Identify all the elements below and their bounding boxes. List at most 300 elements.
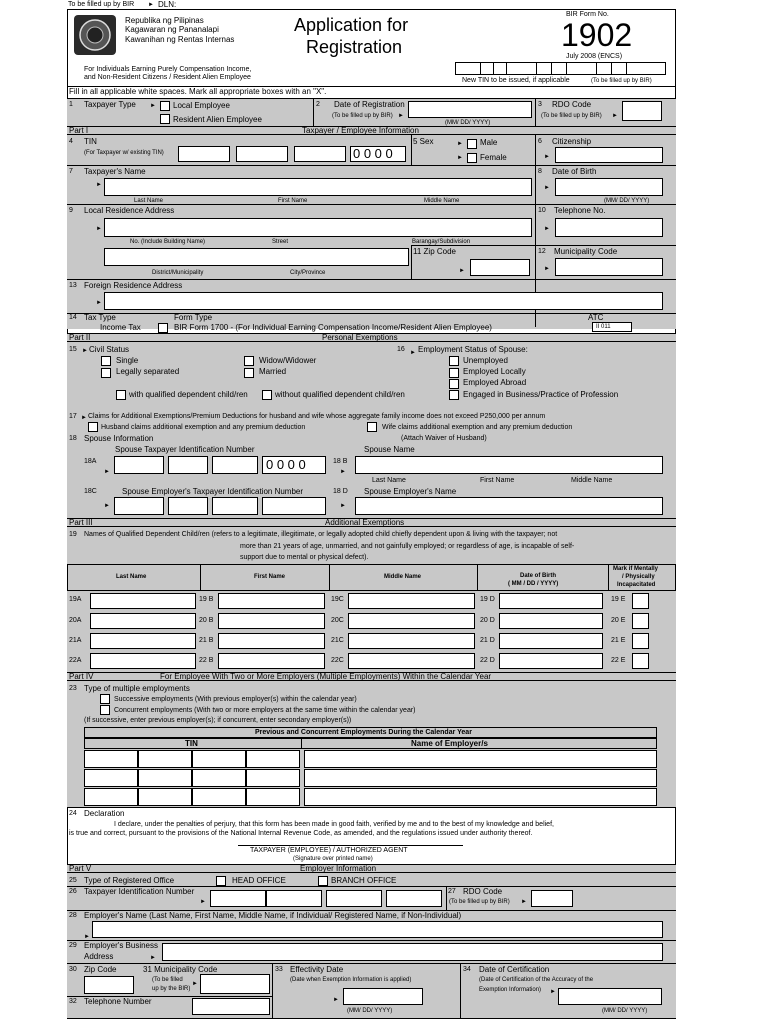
successive-checkbox[interactable] <box>100 694 110 704</box>
zip-label: 11 Zip Code <box>413 247 456 256</box>
agency-line-3: Kawanihan ng Rentas Internas <box>125 35 235 44</box>
form-type-checkbox[interactable] <box>158 323 168 333</box>
part-1-label: Part I <box>69 126 89 135</box>
legally-separated-label: Legally separated <box>116 367 180 376</box>
child-first-name-field[interactable] <box>218 633 325 649</box>
emp-tin-seg-3[interactable] <box>192 750 246 768</box>
child-last-name-field[interactable] <box>90 653 196 669</box>
arrow-icon: ► <box>410 350 416 356</box>
part-4-label: Part IV <box>69 672 94 681</box>
emp-tin-seg-1[interactable] <box>84 769 138 787</box>
item-12-number: 12 <box>538 248 546 255</box>
district-caption: District/Municipality <box>152 270 204 276</box>
row-label-21a: 21A <box>69 637 82 644</box>
dob-label: Date of Birth <box>552 167 597 176</box>
arrow-icon: ► <box>544 154 550 160</box>
income-tax-label: Income Tax <box>100 323 141 332</box>
part-3-desc-3: support due to mental or physical defect). <box>240 554 369 561</box>
dln-label: DLN: <box>158 0 177 9</box>
effectivity-date-label: Effectivity Date <box>290 965 344 974</box>
spouse-emp-name-field[interactable] <box>355 497 663 515</box>
row-label-19e: 19 E <box>611 596 626 603</box>
arrow-icon: ► <box>96 300 102 306</box>
arrow-icon: ► <box>200 899 206 905</box>
employed-abroad-label: Employed Abroad <box>463 378 527 387</box>
row-label-21b: 21 B <box>199 637 214 644</box>
arrow-icon: ► <box>457 141 463 147</box>
no-bldg-caption: No. (Include Building Name) <box>130 239 206 245</box>
employer-muni-note-1: (To be filled <box>152 977 183 983</box>
item-33-number: 33 <box>275 966 283 973</box>
employments-table-title-row <box>84 727 657 738</box>
district-city-field[interactable] <box>104 248 409 266</box>
emp-status-label: Employment Status of Spouse: <box>418 345 528 354</box>
arrow-icon: ► <box>398 113 404 119</box>
employer-name-field[interactable] <box>304 769 657 787</box>
employer-rdo-field[interactable] <box>531 890 573 907</box>
business-address-label-2: Address <box>84 952 114 961</box>
dob-field[interactable] <box>555 178 663 196</box>
last-name-caption: Last Name <box>134 198 164 204</box>
item-29-number: 29 <box>69 942 77 949</box>
child-dob-field[interactable] <box>499 653 603 669</box>
foreign-address-field[interactable] <box>104 292 663 310</box>
part-3-desc-2: more than 21 years of age, unmarried, and not gainfully employed; or regardless of age, is incapable of self- <box>240 543 575 550</box>
engaged-business-checkbox[interactable] <box>449 390 459 400</box>
arrow-icon: ► <box>521 899 527 905</box>
multi-emp-type-label: Type of multiple employments <box>84 684 190 693</box>
row-label-19d: 19 D <box>480 596 495 603</box>
item-18c: 18C <box>84 488 97 495</box>
arrow-icon: ► <box>544 185 550 191</box>
agency-line-2: Kagawaran ng Pananalapi <box>125 25 219 34</box>
head-office-label: HEAD OFFICE <box>232 876 286 885</box>
child-dob-field[interactable] <box>499 633 603 649</box>
item-18b: 18 B <box>333 458 348 465</box>
resident-alien-label: Resident Alien Employee <box>173 115 262 124</box>
emp-tin-seg-3[interactable] <box>192 788 246 806</box>
foreign-address-label: Foreign Residence Address <box>84 281 183 290</box>
male-label: Male <box>480 138 498 147</box>
concurrent-label: Concurrent employments (With two or more employers at the same time within the calendar year) <box>114 707 416 714</box>
arrow-icon: ► <box>96 226 102 232</box>
barangay-caption: Barangay/Subdivision <box>412 239 471 245</box>
employer-name-field[interactable] <box>304 750 657 768</box>
item-24-number: 24 <box>69 810 77 817</box>
signature-caption: TAXPAYER (EMPLOYEE) / AUTHORIZED AGENT <box>250 847 408 854</box>
row-label-20c: 20C <box>331 617 344 624</box>
resident-alien-checkbox[interactable] <box>160 114 170 124</box>
spouse-last-caption: Last Name <box>372 477 406 484</box>
claims-label: Claims for Additional Exemptions/Premium Deductions for husband and wife whose aggregate family income does not exceed P250,000 per annum <box>88 413 546 420</box>
tin-segment-1[interactable] <box>178 146 230 162</box>
arrow-icon: ► <box>544 266 550 272</box>
with-dependent-checkbox[interactable] <box>116 390 126 400</box>
employer-rdo-note: (To be filled up by BIR) <box>449 899 510 905</box>
col-mark-2: / Physically <box>622 574 655 580</box>
local-employee-checkbox[interactable] <box>160 101 170 111</box>
part-3-desc-1: Names of Qualified Dependent Child/ren (refers to a legitimate, illegitimate, or legally adopted child chiefly dependent upon & living with the taxpayer; not <box>84 531 558 538</box>
row-label-21c: 21C <box>331 637 344 644</box>
spouse-tin-label: Spouse Taxpayer Identification Number <box>115 445 255 454</box>
attach-waiver-note: (Attach Waiver of Husband) <box>401 435 487 442</box>
business-address-field[interactable] <box>162 943 663 961</box>
row-label-20a: 20A <box>69 617 82 624</box>
married-checkbox[interactable] <box>244 368 254 378</box>
spouse-tin-seg-3[interactable] <box>212 456 258 474</box>
date-registration-format: (MM/ DD/ YYYY) <box>445 120 491 126</box>
successive-label: Successive employments (With previous employer(s) within the calendar year) <box>114 696 357 703</box>
item-16-number: 16 <box>397 346 405 353</box>
employments-col-tin: TIN <box>185 739 198 748</box>
effectivity-date-note: (Date when Exemption Information is applied) <box>290 977 412 983</box>
child-last-name-field[interactable] <box>90 633 196 649</box>
male-checkbox[interactable] <box>467 139 477 149</box>
part-5-label: Part V <box>69 864 92 873</box>
declaration-line-2: is true and correct, pursuant to the provisions of the National Internal Revenue Code, as amended, and the regulations issued under authority thereof. <box>69 830 533 837</box>
spouse-first-caption: First Name <box>480 477 515 484</box>
emp-tin-seg-1[interactable] <box>84 750 138 768</box>
branch-office-checkbox[interactable] <box>318 876 328 886</box>
item-17-number: 17 <box>69 413 77 420</box>
with-dependent-label: with qualified dependent child/ren <box>129 390 248 399</box>
item-34-number: 34 <box>463 966 471 973</box>
dob-format: (MM/ DD/ YYYY) <box>604 198 650 204</box>
engaged-business-label: Engaged in Business/Practice of Profession <box>463 390 619 399</box>
child-middle-name-field[interactable] <box>348 613 475 629</box>
arrow-icon: ► <box>104 503 110 509</box>
employed-locally-checkbox[interactable] <box>449 368 459 378</box>
branch-office-label: BRANCH OFFICE <box>331 876 397 885</box>
sex-label: 5 Sex <box>413 137 434 146</box>
husband-claims-checkbox[interactable] <box>88 422 98 432</box>
item-26-number: 26 <box>69 888 77 895</box>
row-label-19b: 19 B <box>199 596 214 603</box>
item-7-number: 7 <box>69 168 73 175</box>
tin-segment-2[interactable] <box>236 146 288 162</box>
atc-value: II 011 <box>596 324 611 330</box>
emp-tin-seg-2[interactable] <box>138 788 192 806</box>
child-incapacitated-checkbox[interactable] <box>632 633 649 649</box>
certification-date-format: (MM/ DD/ YYYY) <box>602 1008 648 1014</box>
taxpayer-type-label: Taxpayer Type <box>84 100 136 109</box>
wife-claims-checkbox[interactable] <box>367 422 377 432</box>
row-label-22c: 22C <box>331 657 344 664</box>
arrow-icon: ► <box>457 155 463 161</box>
child-first-name-field[interactable] <box>218 613 325 629</box>
row-label-22b: 22 B <box>199 657 214 664</box>
item-28-number: 28 <box>69 912 77 919</box>
part-5-title: Employer Information <box>300 864 377 873</box>
street-caption: Street <box>272 239 289 245</box>
spouse-info-label: Spouse Information <box>84 434 154 443</box>
spouse-name-label: Spouse Name <box>364 445 415 454</box>
spouse-emp-tin-seg-1[interactable] <box>114 497 164 515</box>
employer-zip-label: Zip Code <box>84 965 117 974</box>
unemployed-label: Unemployed <box>463 356 508 365</box>
child-incapacitated-checkbox[interactable] <box>632 593 649 609</box>
instructions: Fill in all applicable white spaces. Mark all appropriate boxes with an "X". <box>69 87 327 96</box>
row-label-19a: 19A <box>69 596 82 603</box>
spouse-middle-caption: Middle Name <box>571 477 613 484</box>
emp-tin-seg-2[interactable] <box>138 769 192 787</box>
taxpayer-name-field[interactable] <box>104 178 532 196</box>
arrow-icon: ► <box>192 981 198 987</box>
part-1-title: Taxpayer / Employee Information <box>302 126 419 135</box>
emp-tin-seg-4[interactable] <box>246 788 300 806</box>
legally-separated-checkbox[interactable] <box>101 368 111 378</box>
taxpayer-name-label: Taxpayer's Name <box>84 167 146 176</box>
item-30-number: 30 <box>69 966 77 973</box>
item-18d: 18 D <box>333 488 348 495</box>
without-dependent-label: without qualified dependent child/ren <box>275 390 405 399</box>
col-dob: Date of Birth <box>520 573 556 579</box>
arrow-icon: ► <box>340 469 346 475</box>
item-18a: 18A <box>84 458 97 465</box>
row-label-22e: 22 E <box>611 657 626 664</box>
first-name-caption: First Name <box>278 198 308 204</box>
arrow-icon: ► <box>148 2 154 8</box>
spouse-emp-tin-seg-3[interactable] <box>212 497 258 515</box>
effectivity-date-field[interactable] <box>343 988 423 1005</box>
arrow-icon: ► <box>82 348 88 354</box>
employments-table-head-row <box>84 738 657 749</box>
item-3-number: 3 <box>538 101 542 108</box>
col-first-name: First Name <box>254 574 286 580</box>
arrow-icon: ► <box>459 268 465 274</box>
arrow-icon: ► <box>150 955 156 961</box>
tin-suffix: 0 0 0 0 <box>353 146 393 161</box>
date-registration-note: (To be filled up by BIR) <box>332 113 393 119</box>
subtitle-2: and Non-Resident Citizens / Resident Alien Employee <box>84 74 251 81</box>
item-18-number: 18 <box>69 435 77 442</box>
employer-tin-seg-2[interactable] <box>266 890 322 907</box>
item-1-number: 1 <box>69 101 73 108</box>
arrow-icon: ► <box>340 503 346 509</box>
atc-label: ATC <box>588 313 604 322</box>
child-first-name-field[interactable] <box>218 593 325 609</box>
employer-muni-field[interactable] <box>200 974 270 994</box>
col-dob-format: ( MM / DD / YYYY) <box>508 581 559 587</box>
certification-note-2: Exemption Information) <box>479 987 542 993</box>
rdo-code-label: RDO Code <box>552 100 592 109</box>
new-tin-note: (To be filled up by BIR) <box>591 78 652 84</box>
employed-locally-label: Employed Locally <box>463 367 526 376</box>
signature-note: (Signature over printed name) <box>293 856 373 862</box>
atc-field <box>592 322 632 332</box>
female-label: Female <box>480 153 507 162</box>
telephone-label: Telephone No. <box>554 206 606 215</box>
employer-name-field[interactable] <box>304 788 657 806</box>
spouse-emp-tin-seg-4[interactable] <box>262 497 326 515</box>
spouse-emp-tin-seg-2[interactable] <box>168 497 208 515</box>
new-tin-label: New TIN to be issued, if applicable <box>462 77 570 84</box>
item-14-number: 14 <box>69 314 77 321</box>
spouse-emp-tin-label: Spouse Employer's Taxpayer Identification Number <box>122 487 304 496</box>
child-incapacitated-checkbox[interactable] <box>632 613 649 629</box>
tin-segment-3[interactable] <box>294 146 346 162</box>
item-10-number: 10 <box>538 207 546 214</box>
single-checkbox[interactable] <box>101 356 111 366</box>
certification-date-field[interactable] <box>558 988 662 1005</box>
employer-name-label: Employer's Name (Last Name, First Name, Middle Name, if Individual/ Registered Name, if Non-Individual) <box>84 911 462 920</box>
arrow-icon: ► <box>96 182 102 188</box>
employer-tin-seg-1[interactable] <box>210 890 266 907</box>
form-date: July 2008 (ENCS) <box>566 53 623 60</box>
arrow-icon: ► <box>612 113 618 119</box>
col-middle-name: Middle Name <box>384 574 422 580</box>
col-mark-1: Mark if Mentally <box>613 566 659 572</box>
emp-tin-seg-1[interactable] <box>84 788 138 806</box>
item-23-number: 23 <box>69 685 77 692</box>
form-type-desc: BIR Form 1700 - (For Individual Earning Compensation Income/Resident Alien Employee) <box>174 323 492 332</box>
child-first-name-field[interactable] <box>218 653 325 669</box>
item-25-number: 25 <box>69 877 77 884</box>
row-label-22d: 22 D <box>480 657 495 664</box>
single-label: Single <box>116 356 139 365</box>
municipality-label: Municipality Code <box>554 247 618 256</box>
concurrent-checkbox[interactable] <box>100 705 110 715</box>
widow-checkbox[interactable] <box>244 356 254 366</box>
child-middle-name-field[interactable] <box>348 633 475 649</box>
form-title-2: Registration <box>306 37 403 57</box>
arrow-icon: ► <box>150 103 156 109</box>
row-label-20b: 20 B <box>199 617 214 624</box>
part-2-title: Personal Exemptions <box>322 333 398 342</box>
child-incapacitated-checkbox[interactable] <box>632 653 649 669</box>
zip-field[interactable] <box>470 259 530 276</box>
bir-seal-logo <box>74 15 116 55</box>
item-32-number: 32 <box>69 998 77 1005</box>
employer-rdo-label: RDO Code <box>463 887 503 896</box>
female-checkbox[interactable] <box>467 153 477 163</box>
row-label-21e: 21 E <box>611 637 626 644</box>
arrow-icon: ► <box>81 415 87 421</box>
agency-line-1: Republika ng Pilipinas <box>125 16 204 25</box>
employed-abroad-checkbox[interactable] <box>449 379 459 389</box>
local-address-field[interactable] <box>104 218 532 237</box>
row-label-20e: 20 E <box>611 617 626 624</box>
child-dob-field[interactable] <box>499 613 603 629</box>
spouse-tin-suffix: 0 0 0 0 <box>266 457 306 472</box>
row-label-22a: 22A <box>69 657 82 664</box>
multi-emp-note: (If successive, enter previous employer(s); if concurrent, enter secondary employer(s)) <box>84 717 352 724</box>
business-address-label-1: Employer's Business <box>84 941 158 950</box>
emp-tin-seg-3[interactable] <box>192 769 246 787</box>
employer-tel-field[interactable] <box>192 998 270 1015</box>
item-4-number: 4 <box>69 138 73 145</box>
new-tin-box[interactable] <box>455 62 666 75</box>
form-no-label: BIR Form No. <box>566 11 609 18</box>
declaration-label: Declaration <box>84 809 125 818</box>
spouse-name-field[interactable] <box>355 456 663 474</box>
rdo-code-note: (To be filled up by BIR) <box>541 113 602 119</box>
part-3-title: Additional Exemptions <box>325 518 405 527</box>
citizenship-label: Citizenship <box>552 137 592 146</box>
child-middle-name-field[interactable] <box>348 653 475 669</box>
wife-claims-label: Wife claims additional exemption and any premium deduction <box>382 424 573 431</box>
child-dob-field[interactable] <box>499 593 603 609</box>
bir-fill-note: To be filled up by BIR <box>68 1 135 8</box>
employer-muni-label: 31 Municipality Code <box>143 965 218 974</box>
employments-table-title: Previous and Concurrent Employments During the Calendar Year <box>255 729 472 736</box>
citizenship-field[interactable] <box>555 147 663 163</box>
item-6-number: 6 <box>538 138 542 145</box>
arrow-icon: ► <box>544 226 550 232</box>
widow-label: Widow/Widower <box>259 356 317 365</box>
form-title-1: Application for <box>294 15 409 35</box>
item-13-number: 13 <box>69 282 77 289</box>
form-type-label: Form Type <box>174 313 213 322</box>
spouse-tin-seg-1[interactable] <box>114 456 164 474</box>
date-registration-label: Date of Registration <box>334 100 405 109</box>
item-15-number: 15 <box>69 346 77 353</box>
item-19-number: 19 <box>69 531 77 538</box>
emp-tin-seg-2[interactable] <box>138 750 192 768</box>
city-caption: City/Province <box>290 270 326 276</box>
spouse-tin-seg-2[interactable] <box>168 456 208 474</box>
local-employee-label: Local Employee <box>173 101 230 110</box>
date-registration-field[interactable] <box>408 101 532 118</box>
row-label-20d: 20 D <box>480 617 495 624</box>
husband-claims-label: Husband claims additional exemption and any premium deduction <box>101 424 306 431</box>
employer-name-input[interactable] <box>92 921 663 938</box>
rdo-code-field[interactable] <box>622 101 662 121</box>
col-last-name: Last Name <box>116 574 147 580</box>
row-label-21d: 21 D <box>480 637 495 644</box>
row-label-19c: 19C <box>331 596 344 603</box>
employments-col-name: Name of Employer/s <box>411 739 488 748</box>
arrow-icon: ► <box>104 469 110 475</box>
part-2-label: Part II <box>69 333 91 342</box>
married-label: Married <box>259 367 287 376</box>
arrow-icon: ► <box>333 997 339 1003</box>
telephone-field[interactable] <box>555 218 663 237</box>
middle-name-caption: Middle Name <box>424 198 460 204</box>
certification-note-1: (Date of Certification of the Accuracy of the <box>479 977 594 983</box>
without-dependent-checkbox[interactable] <box>262 390 272 400</box>
head-office-checkbox[interactable] <box>216 876 226 886</box>
form-number: 1902 <box>561 17 633 53</box>
declaration-line-1: I declare, under the penalties of perjury, that this form has been made in good faith, verified by me and to the best of my knowledge and belief, <box>114 821 554 828</box>
item-27-number: 27 <box>448 888 456 895</box>
arrow-icon: ► <box>550 989 556 995</box>
employer-tin-seg-3[interactable] <box>326 890 382 907</box>
child-last-name-field[interactable] <box>90 613 196 629</box>
arrow-icon: ► <box>84 934 90 940</box>
office-type-label: Type of Registered Office <box>84 876 175 885</box>
employer-tel-label: Telephone Number <box>84 997 152 1006</box>
unemployed-checkbox[interactable] <box>449 356 459 366</box>
employer-tin-label: Taxpayer Identification Number <box>84 887 195 896</box>
employer-zip-field[interactable] <box>84 976 134 994</box>
emp-tin-seg-4[interactable] <box>246 769 300 787</box>
tin-label: TIN <box>84 137 97 146</box>
child-last-name-field[interactable] <box>90 593 196 609</box>
municipality-field[interactable] <box>555 258 663 276</box>
item-2-number: 2 <box>316 101 320 108</box>
children-table-header <box>67 564 676 591</box>
tax-type-label: Tax Type <box>84 313 116 322</box>
civil-status-label: Civil Status <box>89 345 130 354</box>
emp-tin-seg-4[interactable] <box>246 750 300 768</box>
item-8-number: 8 <box>538 168 542 175</box>
employer-tin-seg-4[interactable] <box>386 890 442 907</box>
effectivity-date-format: (MM/ DD/ YYYY) <box>347 1008 393 1014</box>
local-address-label: Local Residence Address <box>84 206 175 215</box>
spouse-emp-name-label: Spouse Employer's Name <box>364 487 457 496</box>
child-middle-name-field[interactable] <box>348 593 475 609</box>
